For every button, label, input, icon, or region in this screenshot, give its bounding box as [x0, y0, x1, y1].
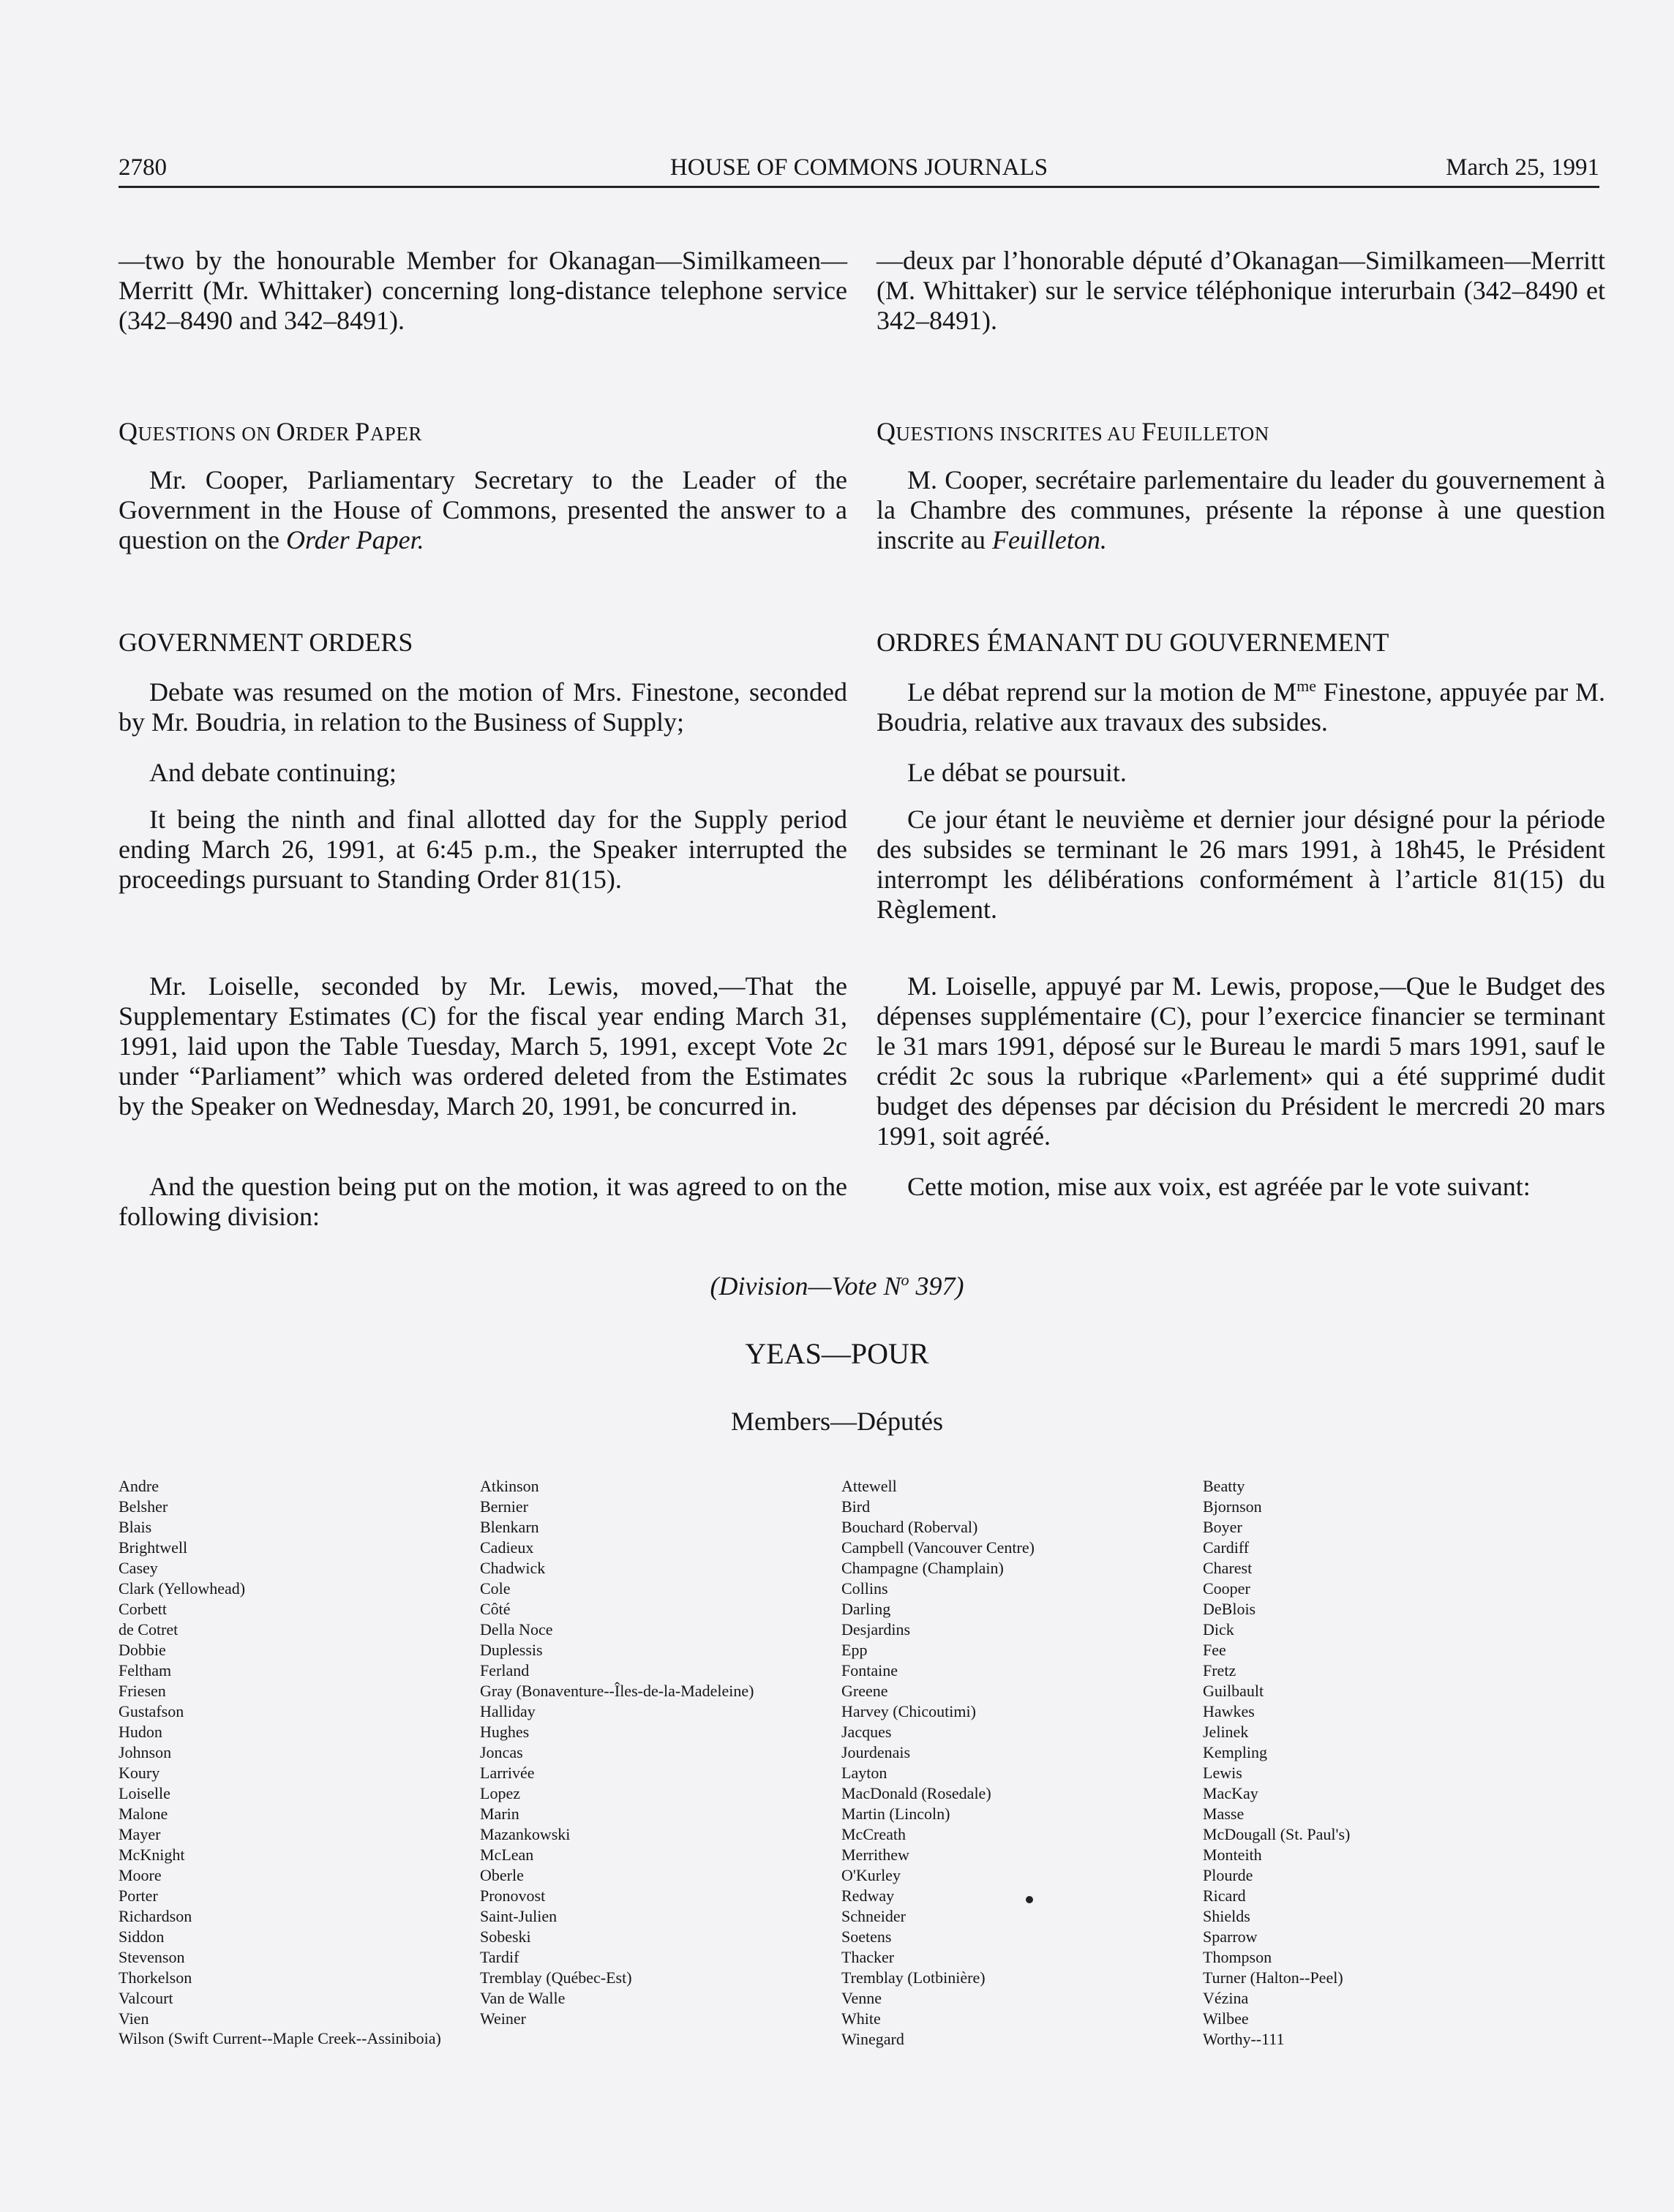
member-name: Mayer — [119, 1825, 161, 1843]
member-name: Plourde — [1203, 1866, 1253, 1884]
member-name: Jelinek — [1203, 1723, 1249, 1741]
member-name: Vézina — [1203, 1989, 1249, 2007]
member-name: Bjornson — [1203, 1497, 1262, 1516]
members-column-1 — [119, 1476, 245, 2029]
fr-ninth-day-paragraph: Ce jour étant le neuvième et dernier jour désigné pour la période des subsides se terminant le 26 mars 1991, à 18h45, le Président interrompt les délibérations conformément à l’article 81(15) du Règlement. — [877, 805, 1605, 924]
page-header — [119, 151, 1599, 188]
member-name: Soetens — [841, 1927, 892, 1946]
member-name: Cooper — [1203, 1579, 1250, 1598]
member-name: Friesen — [119, 1682, 166, 1700]
member-name: Epp — [841, 1641, 868, 1659]
en-petition-paragraph: —two by the honourable Member for Okanagan—Similkameen—Merritt (Mr. Whittaker) concerning long-distance telephone service (342–8490 and 342–8491). — [119, 246, 847, 335]
journal-title: HOUSE OF COMMONS JOURNALS — [669, 154, 1048, 181]
member-name: Jacques — [841, 1723, 892, 1741]
member-name: Tardif — [480, 1948, 519, 1966]
member-name: Andre — [119, 1477, 159, 1495]
member-name: Cole — [480, 1579, 511, 1598]
member-name: McLean — [480, 1846, 534, 1864]
fr-questions-paragraph: M. Cooper, secrétaire parlementaire du leader du gouvernement à la Chambre des communes, présente la réponse à une question inscrite au Feuilleton. — [877, 465, 1605, 554]
member-name: Casey — [119, 1559, 158, 1577]
member-name: Harvey (Chicoutimi) — [841, 1702, 976, 1720]
member-name: Blenkarn — [480, 1518, 539, 1536]
en-debate-continuing-paragraph: And debate continuing; — [149, 758, 397, 787]
member-name: Redway — [841, 1886, 895, 1905]
member-name: Schneider — [841, 1907, 906, 1925]
member-name: Joncas — [480, 1743, 523, 1761]
member-name: Greene — [841, 1682, 888, 1700]
member-name: Weiner — [480, 2009, 526, 2028]
stray-dot-mark — [1026, 1896, 1033, 1903]
member-name: Malone — [119, 1805, 168, 1823]
member-name: Ricard — [1203, 1886, 1246, 1905]
member-name: Turner (Halton--Peel) — [1203, 1968, 1343, 1987]
member-name: Worthy--111 — [1203, 2030, 1285, 2048]
member-name: Lopez — [480, 1784, 520, 1802]
member-name: Champagne (Champlain) — [841, 1559, 1004, 1577]
member-name: Fontaine — [841, 1661, 898, 1679]
member-name: Tremblay (Lotbinière) — [841, 1968, 986, 1987]
page-number: 2780 — [119, 154, 167, 181]
en-questions-paragraph: Mr. Cooper, Parliamentary Secretary to the Leader of the Government in the House of Commons, presented the answer to a question on the Order Paper. — [119, 465, 847, 554]
member-name: Layton — [841, 1764, 887, 1782]
member-name: Bouchard (Roberval) — [841, 1518, 978, 1536]
member-name: McCreath — [841, 1825, 906, 1843]
member-name: MacDonald (Rosedale) — [841, 1784, 991, 1802]
member-name: Bird — [841, 1497, 871, 1516]
member-name: Monteith — [1203, 1846, 1262, 1864]
member-name: Campbell (Vancouver Centre) — [841, 1538, 1035, 1557]
member-name: McKnight — [119, 1846, 185, 1864]
member-name: Attewell — [841, 1477, 897, 1495]
en-government-orders-heading: GOVERNMENT ORDERS — [119, 628, 413, 657]
member-name: White — [841, 2009, 881, 2028]
member-name: Tremblay (Québec-Est) — [480, 1968, 632, 1987]
member-name: Wilbee — [1203, 2009, 1249, 2028]
member-name: Gustafson — [119, 1702, 184, 1720]
member-name: Fee — [1203, 1641, 1226, 1659]
fr-debate-continuing-paragraph: Le débat se poursuit. — [907, 758, 1127, 787]
member-name: Porter — [119, 1886, 158, 1905]
member-name: Pronovost — [480, 1886, 546, 1905]
member-name: Hughes — [480, 1723, 530, 1741]
member-name: Gray (Bonaventure--Îles-de-la-Madeleine) — [480, 1682, 754, 1700]
member-name: Desjardins — [841, 1620, 911, 1639]
member-name: Beatty — [1203, 1477, 1245, 1495]
members-heading: Members—Députés — [731, 1407, 943, 1436]
member-name: Cardiff — [1203, 1538, 1250, 1557]
member-name: Charest — [1203, 1559, 1253, 1577]
member-name: Valcourt — [119, 1989, 173, 2007]
member-name: Lewis — [1203, 1764, 1242, 1782]
member-name: Thompson — [1203, 1948, 1272, 1966]
members-column-2 — [480, 1476, 754, 2029]
member-name: Feltham — [119, 1661, 172, 1679]
member-name: MacKay — [1203, 1784, 1258, 1802]
member-name: Bernier — [480, 1497, 528, 1516]
member-name: Dobbie — [119, 1641, 166, 1659]
member-name: Jourdenais — [841, 1743, 911, 1761]
member-name: de Cotret — [119, 1620, 179, 1639]
member-name: Dick — [1203, 1620, 1234, 1639]
en-question-put-paragraph: And the question being put on the motion, it was agreed to on the following division: — [119, 1172, 847, 1231]
member-name: Richardson — [119, 1907, 192, 1925]
member-name: Della Noce — [480, 1620, 553, 1639]
member-name: Belsher — [119, 1497, 168, 1516]
en-questions-heading: QUESTIONS ON ORDER PAPER — [119, 417, 422, 446]
member-name: Merrithew — [841, 1846, 909, 1864]
en-debate-resumed-paragraph: Debate was resumed on the motion of Mrs. Finestone, seconded by Mr. Boudria, in relation to the Business of Supply; — [119, 677, 847, 737]
member-name: Thacker — [841, 1948, 895, 1966]
fr-government-orders-heading: ORDRES ÉMANANT DU GOUVERNEMENT — [877, 628, 1389, 657]
member-name: Blais — [119, 1518, 152, 1536]
member-name: Clark (Yellowhead) — [119, 1579, 246, 1598]
member-name: Corbett — [119, 1600, 167, 1618]
member-name: Cadieux — [480, 1538, 534, 1557]
member-name: Sobeski — [480, 1927, 531, 1946]
member-name: Oberle — [480, 1866, 524, 1884]
division-title: (Division—Vote $N^o$ 397) — [710, 1271, 964, 1301]
journal-date: March 25, 1991 — [1446, 154, 1599, 181]
member-name: Stevenson — [119, 1948, 185, 1966]
member-name: Van de Walle — [480, 1989, 566, 2007]
fr-questions-heading: QUESTIONS INSCRITES AU FEUILLETON — [877, 417, 1269, 446]
member-name: Halliday — [480, 1702, 536, 1720]
member-name: Chadwick — [480, 1559, 546, 1577]
members-column-3 — [841, 1476, 1035, 2050]
member-name: O'Kurley — [841, 1866, 901, 1884]
member-name: Brightwell — [119, 1538, 188, 1557]
member-name: Fretz — [1203, 1661, 1236, 1679]
member-name: Collins — [841, 1579, 888, 1598]
member-name: Duplessis — [480, 1641, 543, 1659]
member-name: Siddon — [119, 1927, 165, 1946]
member-name: Sparrow — [1203, 1927, 1258, 1946]
en-motion-paragraph: Mr. Loiselle, seconded by Mr. Lewis, moved,—That the Supplementary Estimates (C) for the fiscal year ending March 31, 1991, laid upon the Table Tuesday, March 5, 1991, except Vote 2c under “Parliament” which was ordered deleted from the Estimates by the Speaker on Wednesday, March 20, 1991, be concurred in. — [119, 971, 847, 1121]
member-name: Koury — [119, 1764, 160, 1782]
member-name: Kempling — [1203, 1743, 1267, 1761]
member-name: Côté — [480, 1600, 511, 1618]
fr-question-put-paragraph: Cette motion, mise aux voix, est agréée par le vote suivant: — [907, 1172, 1531, 1201]
member-name: Thorkelson — [119, 1968, 192, 1987]
member-name: Saint-Julien — [480, 1907, 558, 1925]
member-name: Hawkes — [1203, 1702, 1255, 1720]
member-name: Masse — [1203, 1805, 1245, 1823]
member-name: Venne — [841, 1989, 882, 2007]
members-column-4 — [1203, 1476, 1350, 2050]
fr-motion-paragraph: M. Loiselle, appuyé par M. Lewis, propose,—Que le Budget des dépenses supplémentaire (C), pour l’exercice financier se terminant le 31 mars 1991, déposé sur le Bureau le mardi 5 mars 1991, sauf le crédit 2c sous la rubrique «Parlement» qui a été supprimé dudit budget des dépenses par décision du Président le mercredi 20 mars 1991, soit agréé. — [877, 971, 1605, 1151]
member-name: Vien — [119, 2009, 149, 2028]
member-name: Martin (Lincoln) — [841, 1805, 950, 1823]
member-name: Boyer — [1203, 1518, 1242, 1536]
en-ninth-day-paragraph: It being the ninth and final allotted day for the Supply period ending March 26, 1991, at 6:45 p.m., the Speaker interrupted the proceedings pursuant to Standing Order 81(15). — [119, 805, 847, 894]
member-name: Mazankowski — [480, 1825, 571, 1843]
member-name: Winegard — [841, 2030, 904, 2048]
member-name: Ferland — [480, 1661, 530, 1679]
member-name-wilson: Wilson (Swift Current--Maple Creek--Assiniboia) — [119, 2029, 441, 2047]
fr-debate-resumed-paragraph: Le débat reprend sur la motion de $M^{me}$ Finestone, appuyée par M. Boudria, relative aux travaux des subsides. — [877, 677, 1605, 737]
fr-petition-paragraph: —deux par l’honorable député d’Okanagan—Similkameen—Merritt (M. Whittaker) sur le service téléphonique interurbain (342–8490 et 342–8491). — [877, 246, 1605, 335]
member-name: Johnson — [119, 1743, 172, 1761]
member-name: Hudon — [119, 1723, 162, 1741]
member-name: McDougall (St. Paul's) — [1203, 1825, 1351, 1843]
yeas-heading: YEAS—POUR — [745, 1337, 929, 1370]
member-name: Larrivée — [480, 1764, 535, 1782]
member-name: Atkinson — [480, 1477, 539, 1495]
member-name: DeBlois — [1203, 1600, 1256, 1618]
member-name: Guilbault — [1203, 1682, 1264, 1700]
member-name: Darling — [841, 1600, 891, 1618]
member-name: Marin — [480, 1805, 519, 1823]
member-name: Loiselle — [119, 1784, 170, 1802]
member-name: Shields — [1203, 1907, 1250, 1925]
member-name: Moore — [119, 1866, 162, 1884]
